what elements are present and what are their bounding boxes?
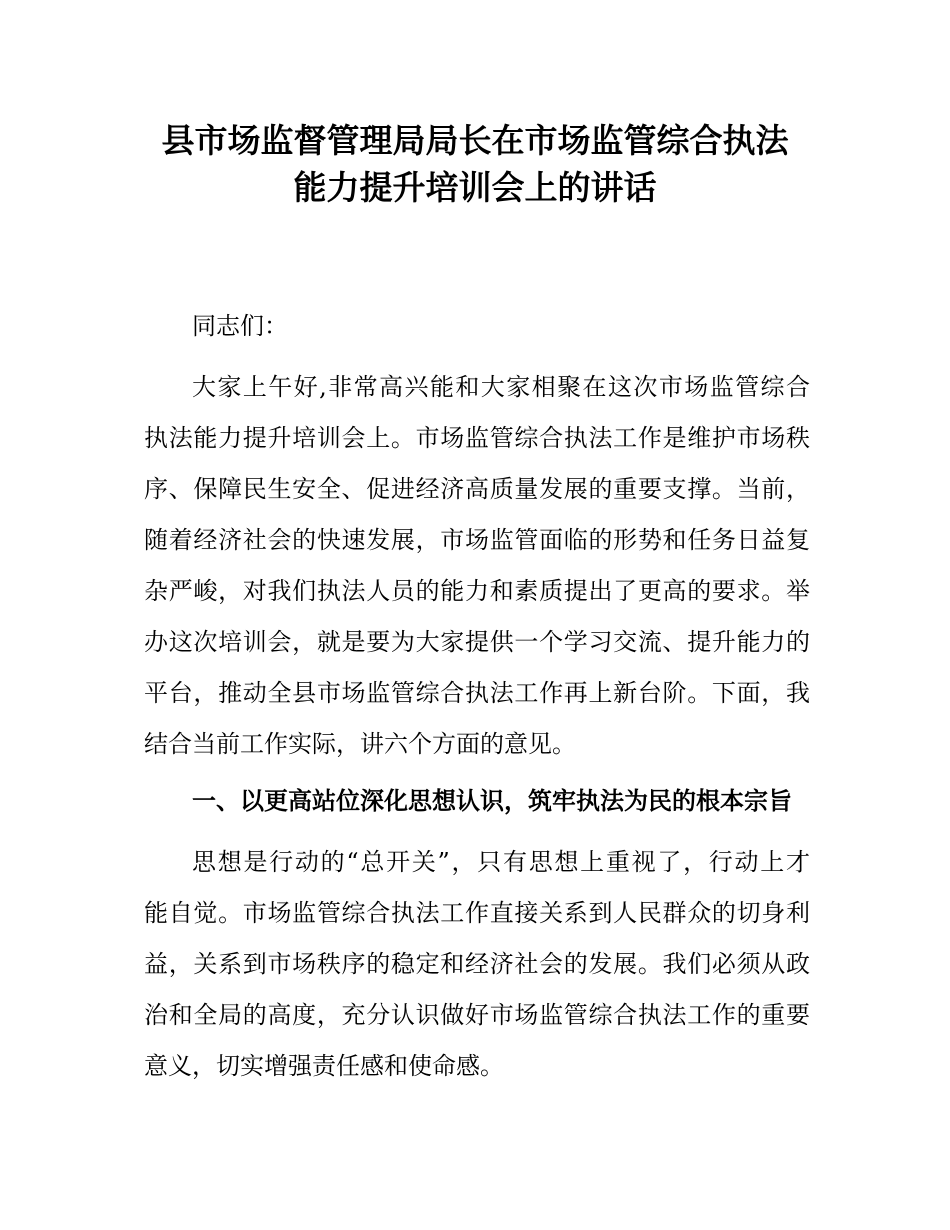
paragraph-line: 大家上午好,非常高兴能和大家相聚在这次市场监管综合: [192, 373, 810, 401]
paragraph-line: 随着经济社会的快速发展，市场监管面临的形势和任务日益复: [144, 526, 810, 554]
section-1-heading: 一、以更高站位深化思想认识，筑牢执法为民的根本宗旨: [192, 787, 792, 815]
paragraph-line: 能自觉。市场监管综合执法工作直接关系到人民群众的切身利: [144, 899, 810, 927]
document-title-line-1: 县市场监督管理局局长在市场监管综合执法: [161, 121, 789, 160]
opening-paragraph: [144, 362, 810, 770]
paragraph-line: 结合当前工作实际，讲六个方面的意见。: [144, 730, 576, 758]
paragraph-line: 思想是行动的“总开关”，只有思想上重视了，行动上才: [192, 848, 810, 876]
salutation: 同志们：: [192, 312, 288, 340]
section-1-paragraph: [144, 837, 810, 1092]
paragraph-line: 治和全局的高度，充分认识做好市场监管综合执法工作的重要: [144, 1001, 810, 1029]
paragraph-line: 杂严峻，对我们执法人员的能力和素质提出了更高的要求。举: [144, 577, 810, 605]
paragraph-line: 益，关系到市场秩序的稳定和经济社会的发展。我们必须从政: [144, 950, 810, 978]
paragraph-line: 执法能力提升培训会上。市场监管综合执法工作是维护市场秩: [144, 424, 810, 452]
document-title-line-2: 能力提升培训会上的讲话: [293, 168, 657, 207]
paragraph-line: 序、保障民生安全、促进经济高质量发展的重要支撑。当前，: [144, 475, 810, 503]
paragraph-line: 意义，切实增强责任感和使命感。: [144, 1052, 504, 1080]
paragraph-line: 平台，推动全县市场监管综合执法工作再上新台阶。下面，我: [144, 679, 810, 707]
paragraph-line: 办这次培训会，就是要为大家提供一个学习交流、提升能力的: [144, 628, 810, 656]
